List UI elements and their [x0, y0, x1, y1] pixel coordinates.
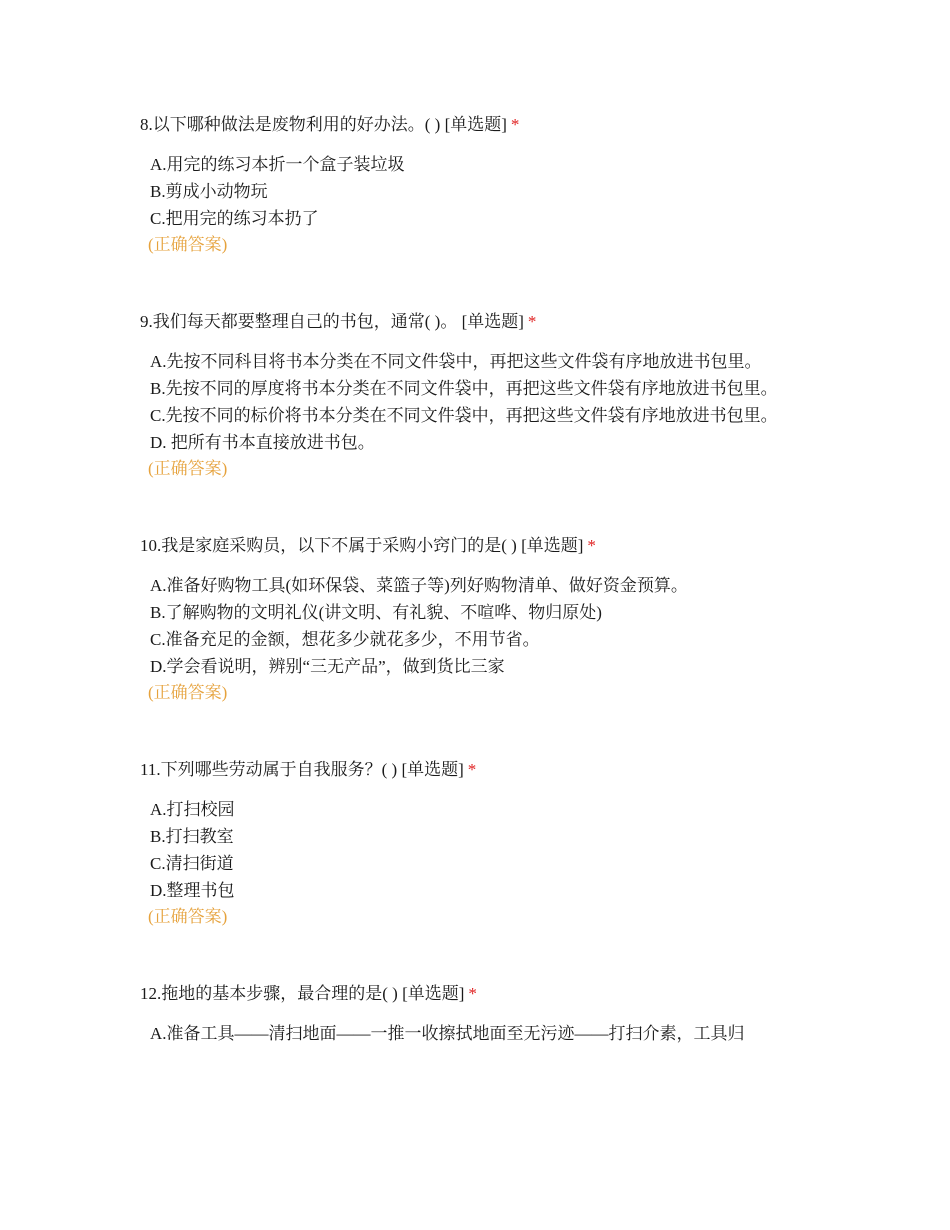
- required-mark: *: [510, 115, 520, 134]
- required-mark: *: [467, 760, 477, 779]
- option-c[interactable]: C.清扫街道: [150, 854, 234, 873]
- option-list: [140, 348, 810, 456]
- question-title: 12.拖地的基本步骤，最合理的是( ) [单选题] *: [140, 984, 477, 1003]
- correct-answer-label: (正确答案): [148, 907, 228, 926]
- required-mark: *: [468, 984, 477, 1003]
- correct-answer-label: (正确答案): [148, 683, 228, 702]
- option-b[interactable]: B.了解购物的文明礼仪(讲文明、有礼貌、不喧哗、物归原处): [150, 603, 602, 622]
- option-a[interactable]: A.用完的练习本折一个盒子装垃圾: [150, 155, 405, 174]
- correct-answer-label: (正确答案): [148, 235, 228, 254]
- required-mark: *: [587, 536, 596, 555]
- question-9: [140, 309, 820, 481]
- option-a[interactable]: A.准备工具——清扫地面——一推一收擦拭地面至无污迹——打扫介素，工具归: [150, 1024, 745, 1043]
- question-title: 10.我是家庭采购员，以下不属于采购小窍门的是( ) [单选题] *: [140, 536, 596, 555]
- option-a[interactable]: A.先按不同科目将书本分类在不同文件袋中，再把这些文件袋有序地放进书包里。: [150, 352, 762, 371]
- question-title: 9.我们每天都要整理自己的书包，通常( )。 [单选题] *: [140, 312, 537, 331]
- option-a[interactable]: A.打扫校园: [150, 800, 235, 819]
- required-mark: *: [527, 312, 537, 331]
- questionnaire-page: [140, 112, 820, 1099]
- option-list: [140, 151, 810, 232]
- option-b[interactable]: B.剪成小动物玩: [150, 182, 268, 201]
- option-list: [140, 796, 810, 904]
- question-12: [140, 981, 820, 1047]
- option-b[interactable]: B.打扫教室: [150, 827, 234, 846]
- option-d[interactable]: D.整理书包: [150, 881, 235, 900]
- question-10: [140, 533, 820, 705]
- option-list: [140, 1020, 810, 1047]
- option-c[interactable]: C.先按不同的标价将书本分类在不同文件袋中，再把这些文件袋有序地放进书包里。: [150, 406, 778, 425]
- question-11: [140, 757, 820, 929]
- option-list: [140, 572, 810, 680]
- question-8: [140, 112, 820, 257]
- question-title: 8.以下哪种做法是废物利用的好办法。( ) [单选题] *: [140, 115, 520, 134]
- option-c[interactable]: C.准备充足的金额，想花多少就花多少，不用节省。: [150, 630, 540, 649]
- option-b[interactable]: B.先按不同的厚度将书本分类在不同文件袋中，再把这些文件袋有序地放进书包里。: [150, 379, 778, 398]
- question-title: 11.下列哪些劳动属于自我服务？( ) [单选题] *: [140, 760, 477, 779]
- correct-answer-label: (正确答案): [148, 459, 228, 478]
- option-c[interactable]: C.把用完的练习本扔了: [150, 209, 319, 228]
- option-d[interactable]: D.学会看说明，辨别“三无产品”，做到货比三家: [150, 657, 505, 676]
- option-a[interactable]: A.准备好购物工具(如环保袋、菜篮子等)列好购物清单、做好资金预算。: [150, 576, 688, 595]
- option-d[interactable]: D. 把所有书本直接放进书包。: [150, 433, 375, 452]
